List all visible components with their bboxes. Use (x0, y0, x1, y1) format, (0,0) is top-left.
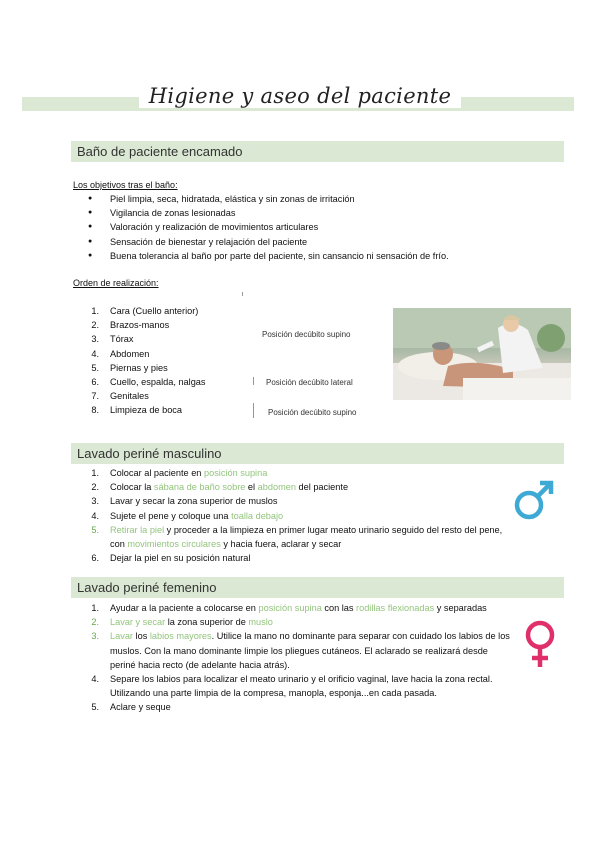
step-item (73, 629, 513, 672)
step-item (73, 480, 503, 494)
step-text: y hacia fuera, aclarar y secar (220, 539, 342, 550)
item-number: 3. (91, 334, 99, 345)
step-number: 2. (91, 617, 99, 628)
step-text: Lavar y secar la zona superior de muslos (110, 496, 278, 507)
item-number: 7. (91, 391, 99, 402)
step-text: los (132, 631, 150, 642)
order-item (73, 332, 273, 346)
order-list (73, 304, 273, 418)
objective-item: ● Sensación de bienestar y relajación del paciente (73, 235, 553, 249)
highlight-text: Lavar y secar (110, 617, 166, 628)
step-item (73, 494, 503, 508)
objective-item: ● Vigilancia de zonas lesionadas (73, 206, 553, 220)
step-number: 4. (91, 674, 99, 685)
divider-mark (253, 377, 254, 385)
item-number: 4. (91, 348, 99, 359)
position-label-1: Posición decúbito supino (262, 330, 351, 339)
male-symbol-icon (512, 478, 556, 527)
female-symbol-icon (520, 618, 560, 675)
step-text: del paciente (295, 482, 349, 493)
highlight-text: rodillas flexionadas (356, 603, 435, 613)
divider-mark (242, 292, 243, 296)
highlight-text: muslo (248, 617, 273, 628)
order-item (73, 304, 273, 318)
male-steps-list (73, 466, 503, 565)
step-item (73, 615, 513, 629)
objective-item: ● Valoración y realización de movimientos articulares (73, 220, 553, 234)
item-text: Tórax (110, 334, 134, 345)
item-text: Piernas y pies (110, 362, 168, 373)
step-text: el (245, 482, 258, 493)
step-text: y separadas (434, 603, 487, 613)
highlight-text: abdomen (257, 482, 296, 493)
item-text: Limpieza de boca (110, 405, 183, 416)
step-number: 1. (91, 603, 99, 613)
item-number: 5. (91, 362, 99, 373)
step-item (73, 509, 503, 523)
order-item (73, 347, 273, 361)
step-text: y proceder a la limpieza en primer lugar meato urinario seguido del resto del pene, con (110, 524, 503, 550)
position-label-2: Posición decúbito lateral (266, 378, 353, 387)
patient-bath-photo (393, 308, 571, 400)
step-item (73, 672, 513, 700)
item-text: Cuello, espalda, nalgas (110, 377, 206, 388)
step-text: con las (321, 603, 357, 613)
step-item (73, 601, 513, 615)
highlight-text: Lavar (110, 631, 133, 642)
step-item (73, 551, 503, 565)
item-text: Brazos-manos (110, 320, 170, 331)
order-item (73, 375, 273, 389)
step-number: 1. (91, 468, 99, 478)
step-number: 6. (91, 553, 99, 564)
highlight-text: movimientos circulares (127, 539, 221, 550)
item-number: 1. (91, 306, 99, 316)
highlight-text: toalla debajo (231, 510, 284, 521)
step-text: . Utilice la mano no dominante para separar con cuidado los labios de los muslos. Con la mano dominante limpie los pliegues cutáneos. El aclarado se realizará desde periné hacia recto (de adelante hacia atrás). (110, 631, 510, 670)
item-number: 2. (91, 320, 99, 331)
section-heading-bath: Baño de paciente encamado (71, 141, 564, 162)
step-text: Sujete el pene y coloque una (110, 510, 232, 521)
step-number: 3. (91, 496, 99, 507)
step-text: Colocar al paciente en (110, 468, 204, 478)
step-number: 2. (91, 482, 99, 493)
section-heading-male: Lavado periné masculino (71, 443, 564, 464)
step-text: Aclare y seque (110, 702, 171, 713)
item-text: Abdomen (110, 348, 150, 359)
position-label-3: Posición decúbito supino (268, 408, 357, 417)
order-item (73, 403, 273, 417)
step-text: Dejar la piel en su posición natural (110, 553, 251, 564)
item-text: Cara (Cuello anterior) (110, 306, 199, 316)
order-item (73, 318, 273, 332)
step-text: la zona superior de (165, 617, 249, 628)
order-title: Orden de realización: (73, 278, 159, 288)
objective-item: ● Buena tolerancia al baño por parte del paciente, sin cansancio ni sensación de frío. (73, 249, 553, 263)
female-steps-list (73, 601, 513, 715)
objectives-list (73, 192, 553, 263)
order-item (73, 361, 273, 375)
step-number: 4. (91, 510, 99, 521)
male-symbol-svg (512, 478, 556, 522)
divider-mark (253, 403, 254, 418)
step-item (73, 466, 503, 480)
step-text: Ayudar a la paciente a colocarse en (110, 603, 259, 613)
highlight-text: labios mayores (149, 631, 212, 642)
page-title: Higiene y aseo del paciente (139, 84, 461, 108)
objectives-title: Los objetivos tras el baño: (73, 180, 178, 190)
photo-illustration (393, 308, 571, 400)
item-number: 6. (91, 377, 99, 388)
item-text: Genitales (110, 391, 149, 402)
step-number: 3. (91, 631, 99, 642)
page-title-wrap (0, 84, 600, 108)
step-number: 5. (91, 702, 99, 713)
item-number: 8. (91, 405, 99, 416)
female-symbol-svg (520, 618, 560, 670)
highlight-text: Retirar la piel (110, 524, 165, 535)
step-item (73, 523, 503, 551)
highlight-text: sábana de baño sobre (153, 482, 246, 493)
step-item (73, 700, 513, 714)
step-text: Colocar la (110, 482, 154, 493)
order-item (73, 389, 273, 403)
highlight-text: posición supina (203, 468, 268, 478)
objective-item: ● Piel limpia, seca, hidratada, elástica y sin zonas de irritación (73, 192, 553, 206)
highlight-text: posición supina (258, 603, 322, 613)
step-number: 5. (91, 524, 99, 535)
step-text: Separe los labios para localizar el meato urinario y el orificio vaginal, lave hacia la zona rectal. Utilizando una parte limpia de la compresa, manopla, esponja...en cada pasada. (110, 674, 493, 699)
section-heading-female: Lavado periné femenino (71, 577, 564, 598)
